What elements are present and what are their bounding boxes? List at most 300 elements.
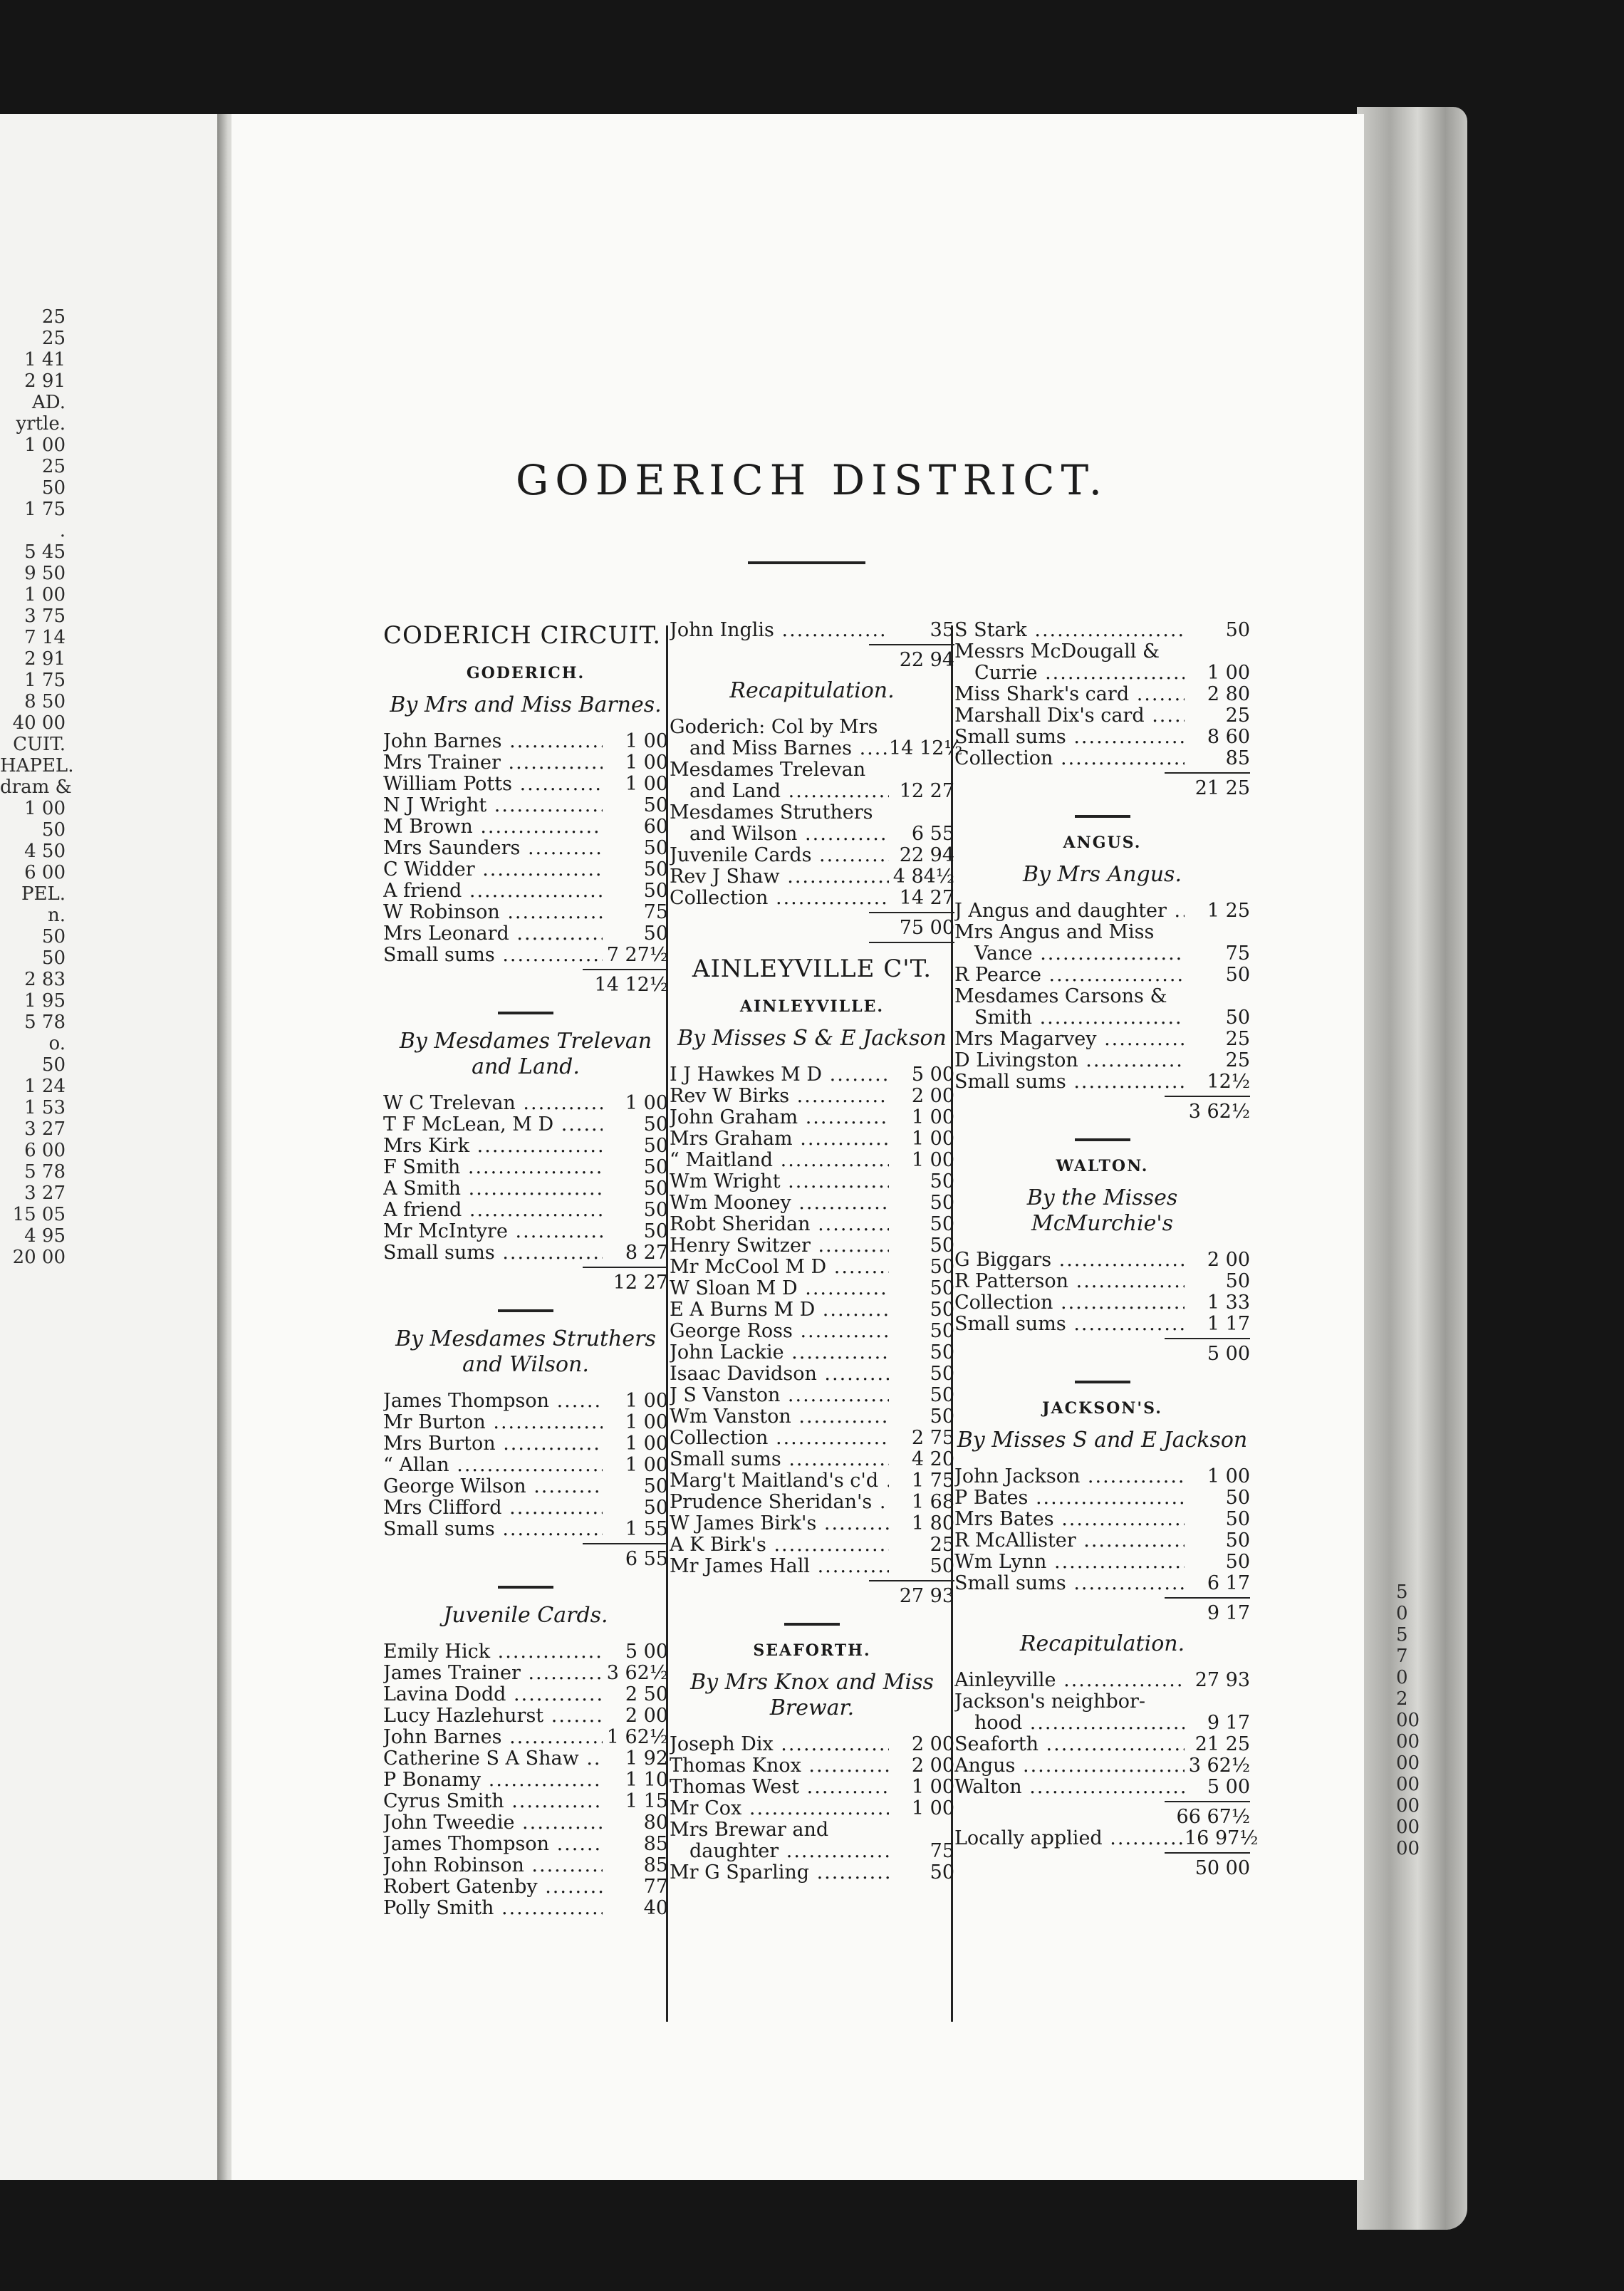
entry-name: Joseph Dix ..... (670, 1734, 889, 1755)
list-item (383, 774, 668, 795)
edge-text: 20 00 (12, 1247, 66, 1268)
entry-name: Goderich: Col by Mrs (670, 717, 878, 738)
entry-amount: 50 (643, 858, 668, 880)
recap-heading: Recapitulation. (729, 678, 895, 703)
collector-heading: Juvenile Cards. (443, 1603, 608, 1628)
list-item (383, 1876, 668, 1898)
list-item (954, 1029, 1250, 1050)
total-rule (583, 1267, 668, 1268)
list-item (670, 620, 954, 641)
total-row (954, 1603, 1250, 1624)
entry-name: Mrs Burton ..... (383, 1433, 603, 1455)
total-row (954, 1858, 1250, 1879)
entry-name: John Inglis ..... (670, 620, 889, 641)
entry-name: Small sums ..... (670, 1449, 889, 1470)
total-amount: 6 55 (625, 1548, 668, 1570)
edge-text: 0 (1396, 1667, 1408, 1688)
list-item (670, 1385, 954, 1406)
entry-amount: 1 00 (911, 1797, 954, 1819)
entry-amount: 1 00 (911, 1128, 954, 1150)
entry-amount: 35 (930, 619, 954, 641)
entry-name: Ainleyville ..... (954, 1670, 1185, 1691)
list-item (670, 1235, 954, 1257)
list-item (670, 1299, 954, 1321)
list-item (383, 1476, 668, 1497)
left-page-fragment (0, 114, 224, 2180)
list-item (383, 1855, 668, 1876)
right-edge-column (1396, 1581, 1432, 1859)
entry-name: Mrs Saunders ..... (383, 838, 603, 859)
entry-amount: 77 (643, 1876, 668, 1898)
entry-name: Mrs Graham ..... (670, 1128, 889, 1150)
entry-amount: 50 (930, 1341, 954, 1363)
list-item (383, 1705, 668, 1727)
entry-amount: 7 27½ (606, 944, 668, 966)
list-item (383, 1221, 668, 1242)
entry-amount: 4 20 (911, 1448, 954, 1470)
total-amount: 14 12½ (594, 974, 668, 996)
entry-name: Marshall Dix's card ..... (954, 705, 1185, 727)
entry-name: Mr McIntyre ..... (383, 1221, 603, 1242)
edge-text: 4 95 (24, 1225, 66, 1247)
list-item (670, 1449, 954, 1470)
edge-text: 1 95 (24, 990, 66, 1012)
entry-amount: 1 00 (625, 1411, 668, 1433)
entry-name: Jackson's neighbor- (954, 1691, 1146, 1713)
entry-amount: 1 00 (1207, 662, 1250, 684)
total-rule (1165, 772, 1250, 774)
entry-name: W C Trelevan ..... (383, 1093, 603, 1114)
total-rule (1165, 1597, 1250, 1599)
total-amount: 66 67½ (1176, 1806, 1250, 1828)
entry-name: Mrs Kirk ..... (383, 1136, 603, 1157)
entry-amount: 50 (930, 1363, 954, 1385)
total-rule (869, 912, 954, 913)
edge-text: PEL. (21, 883, 66, 905)
list-item (670, 1150, 954, 1171)
entry-amount: 2 00 (911, 1085, 954, 1107)
entry-amount: 50 (643, 923, 668, 945)
entry-amount: 50 (643, 1113, 668, 1136)
entry-amount: 1 55 (625, 1518, 668, 1540)
entry-name: John Robinson ..... (383, 1855, 603, 1876)
entry-name: W Sloan M D ..... (670, 1278, 889, 1299)
total-amount: 5 00 (1207, 1343, 1250, 1365)
entry-name: J Angus and daughter ..... (954, 900, 1185, 922)
entry-name: Collection ..... (954, 1292, 1185, 1314)
entry-amount: 75 (930, 1840, 954, 1862)
list-item (954, 748, 1250, 769)
entry-amount: 1 92 (625, 1747, 668, 1770)
entry-amount: 2 50 (625, 1683, 668, 1705)
list-item (670, 1406, 954, 1428)
edge-text: 6 00 (24, 862, 66, 883)
entry-name: George Wilson ..... (383, 1476, 603, 1497)
entry-name: and Land ..... (670, 781, 889, 802)
edge-text: CUIT. (13, 734, 66, 755)
list-item (670, 1278, 954, 1299)
entry-amount: 1 15 (625, 1790, 668, 1812)
place-heading: JACKSON'S. (1042, 1399, 1162, 1418)
entry-amount: 50 (643, 1199, 668, 1221)
total-rule (869, 644, 954, 645)
entry-amount: 2 00 (911, 1755, 954, 1777)
place-heading: GODERICH. (466, 664, 585, 682)
list-item (954, 663, 1250, 684)
list-item (383, 1663, 668, 1684)
entry-name: Small sums ..... (383, 945, 603, 966)
place-heading: AINLEYVILLE. (739, 997, 885, 1016)
list-item (383, 1200, 668, 1221)
entry-amount: 1 00 (625, 752, 668, 774)
list-item (383, 1727, 668, 1748)
list-item (383, 1433, 668, 1455)
collector-heading: By Mesdames Trelevan and Land. (399, 1029, 652, 1079)
entry-amount: 9 17 (1207, 1712, 1250, 1734)
list-item (670, 1171, 954, 1193)
total-rule (1165, 1338, 1250, 1339)
edge-text: 3 27 (24, 1183, 66, 1204)
entry-name: Messrs McDougall & (954, 641, 1160, 663)
entry-amount: 1 17 (1207, 1313, 1250, 1335)
list-item (383, 838, 668, 859)
entry-amount: 50 (1225, 1529, 1250, 1552)
total-rule (1165, 1852, 1250, 1854)
entry-amount: 14 12½ (889, 737, 963, 759)
list-item (954, 943, 1250, 965)
entry-name: Polly Smith ..... (383, 1898, 603, 1919)
entry-name: and Miss Barnes ..... (670, 738, 889, 759)
list-item (954, 1007, 1250, 1029)
entry-amount: 1 00 (1207, 1465, 1250, 1487)
total-rule (1165, 1801, 1250, 1802)
list-item (670, 737, 963, 759)
entry-name: A K Birk's ..... (670, 1534, 889, 1556)
circuit-heading: AINLEYVILLE C'T. (692, 955, 932, 983)
entry-amount: 5 00 (625, 1641, 668, 1663)
entry-name: Locally applied ..... (954, 1828, 1185, 1849)
entry-name: Mesdames Carsons & (954, 986, 1167, 1007)
entry-name: John Tweedie ..... (383, 1812, 603, 1834)
list-item (383, 1242, 668, 1264)
entry-amount: 25 (1225, 1049, 1250, 1071)
entry-amount: 40 (643, 1897, 668, 1919)
entry-name: Catherine S A Shaw ..... (383, 1748, 603, 1770)
entry-name: John Barnes ..... (383, 731, 603, 752)
list-item (670, 1777, 954, 1798)
edge-text: 00 (1396, 1795, 1420, 1817)
edge-text: 00 (1396, 1774, 1420, 1795)
total-rule (1165, 1096, 1250, 1097)
section-rule (1075, 1381, 1130, 1383)
entry-name: S Stark ..... (954, 620, 1185, 641)
entry-name: Mrs Leonard ..... (383, 923, 603, 945)
section-rule (1075, 1138, 1130, 1141)
total-rule (869, 1580, 954, 1581)
total-amount: 22 94 (899, 649, 954, 671)
list-item (670, 1534, 954, 1556)
entry-amount: 50 (643, 1497, 668, 1519)
entry-name: George Ross ..... (670, 1321, 889, 1342)
entry-amount: 1 00 (911, 1776, 954, 1798)
column-three (954, 619, 1259, 1879)
edge-text: o. (48, 1033, 66, 1054)
entry-name: Mrs Angus and Miss (954, 922, 1155, 943)
list-item (670, 1556, 954, 1577)
entry-name: Rev J Shaw ..... (670, 866, 889, 888)
entry-amount: 25 (930, 1534, 954, 1556)
list-item (383, 1178, 668, 1200)
entry-name: N J Wright ..... (383, 795, 603, 816)
list-item (954, 727, 1250, 748)
entry-name: Thomas West ..... (670, 1777, 889, 1798)
edge-text: 00 (1396, 1752, 1420, 1774)
entry-name: Rev W Birks ..... (670, 1086, 889, 1107)
entry-amount: 2 80 (1207, 683, 1250, 705)
total-row (383, 1549, 668, 1570)
entry-name: R Patterson ..... (954, 1271, 1185, 1292)
list-item (954, 1552, 1250, 1573)
edge-text: 00 (1396, 1817, 1420, 1838)
edge-text: 00 (1396, 1838, 1420, 1859)
list-item (954, 1509, 1250, 1530)
list-item (383, 1748, 668, 1770)
list-item (670, 1342, 954, 1363)
entry-amount: 21 25 (1194, 1733, 1250, 1755)
list-item (670, 1107, 954, 1128)
list-item (670, 824, 954, 845)
edge-text: 50 (41, 1054, 66, 1076)
entry-amount: 50 (643, 794, 668, 816)
entry-name: Mrs Brewar and (670, 1819, 829, 1841)
entry-name: Wm Vanston ..... (670, 1406, 889, 1428)
list-item (954, 1050, 1250, 1071)
entry-name: Small sums ..... (383, 1519, 603, 1540)
entry-amount: 3 62½ (1188, 1755, 1250, 1777)
entry-amount: 50 (930, 1192, 954, 1214)
entry-name: John Lackie ..... (670, 1342, 889, 1363)
entry-amount: 1 00 (625, 773, 668, 795)
entry-name: Mesdames Trelevan (670, 759, 866, 781)
entry-amount: 50 (930, 1213, 954, 1235)
entry-amount: 2 00 (911, 1733, 954, 1755)
entry-name: Mr McCool M D ..... (670, 1257, 889, 1278)
list-item (670, 866, 954, 888)
entry-name: Mr G Sparling ..... (670, 1862, 889, 1884)
entry-name: James Thompson ..... (383, 1834, 603, 1855)
list-item (670, 1128, 954, 1150)
entry-amount: 50 (930, 1861, 954, 1884)
entry-name: Small sums ..... (954, 727, 1185, 748)
collector-heading: By the Misses McMurchie's (1026, 1185, 1178, 1236)
entry-name: Thomas Knox ..... (670, 1755, 889, 1777)
entry-amount: 5 00 (911, 1064, 954, 1086)
entry-amount: 1 00 (625, 1390, 668, 1412)
list-item (383, 1834, 668, 1855)
entry-amount: 1 33 (1207, 1292, 1250, 1314)
list-item (954, 641, 1250, 663)
entry-name: hood ..... (954, 1713, 1185, 1734)
entry-name: Mrs Magarvey ..... (954, 1029, 1185, 1050)
entry-amount: 50 (643, 837, 668, 859)
entry-amount: 80 (643, 1812, 668, 1834)
edge-text: 7 (1396, 1646, 1408, 1667)
column-one (383, 620, 668, 1919)
list-item (954, 1250, 1250, 1271)
list-item (383, 1391, 668, 1412)
list-item (670, 1841, 954, 1862)
list-item (954, 1487, 1250, 1509)
list-item (383, 1641, 668, 1663)
edge-text: 2 91 (24, 648, 66, 670)
edge-text: 50 (41, 926, 66, 947)
entry-amount: 50 (1225, 1270, 1250, 1292)
list-item (670, 1862, 954, 1884)
list-item (383, 880, 668, 902)
collector-heading: By Mrs Knox and Miss Brewar. (690, 1670, 934, 1720)
list-item (383, 752, 668, 774)
edge-text: 25 (41, 456, 66, 477)
list-item (954, 1271, 1250, 1292)
entry-amount: 50 (1225, 1508, 1250, 1530)
entry-name: Wm Wright ..... (670, 1171, 889, 1193)
total-row (954, 1101, 1250, 1123)
entry-name: Mrs Bates ..... (954, 1509, 1185, 1530)
entry-name: William Potts ..... (383, 774, 603, 795)
list-item (670, 1086, 954, 1107)
entry-name: Angus ..... (954, 1755, 1185, 1777)
edge-text: 5 (1396, 1581, 1408, 1603)
entry-amount: 12½ (1207, 1071, 1250, 1093)
entry-name: Cyrus Smith ..... (383, 1791, 603, 1812)
entry-amount: 4 84½ (892, 866, 954, 888)
list-item (670, 717, 954, 738)
total-amount: 50 00 (1194, 1857, 1250, 1879)
entry-name: Lucy Hazlehurst ..... (383, 1705, 603, 1727)
entry-amount: 5 00 (1207, 1776, 1250, 1798)
entry-amount: 50 (1225, 619, 1250, 641)
entry-amount: 2 75 (911, 1427, 954, 1449)
entry-amount: 50 (930, 1170, 954, 1193)
entry-name: A friend ..... (383, 880, 603, 902)
entry-name: R McAllister ..... (954, 1530, 1185, 1552)
list-item (670, 1064, 954, 1086)
entry-name: A Smith ..... (383, 1178, 603, 1200)
edge-text: 7 14 (24, 627, 66, 648)
edge-text: 1 00 (24, 435, 66, 456)
edge-text: 2 91 (24, 370, 66, 392)
list-item (670, 802, 954, 824)
entry-amount: 1 75 (911, 1470, 954, 1492)
entry-name: A friend ..... (383, 1200, 603, 1221)
list-item (383, 902, 668, 923)
list-item (954, 965, 1250, 986)
recap-heading: Recapitulation. (1019, 1631, 1185, 1656)
edge-text: 1 24 (24, 1076, 66, 1097)
place-heading: WALTON. (1056, 1157, 1149, 1175)
section-rule (869, 942, 954, 943)
edge-text: HAPEL. (0, 755, 74, 776)
entry-amount: 8 27 (625, 1242, 668, 1264)
collector-heading: By Mrs and Miss Barnes. (390, 692, 662, 717)
edge-text: 50 (41, 477, 66, 499)
entry-name: Small sums ..... (954, 1573, 1185, 1594)
collector-heading: By Mesdames Struthers and Wilson. (395, 1326, 656, 1377)
page-title: GODERICH DISTRICT. (515, 456, 1109, 504)
list-item (383, 1455, 668, 1476)
section-rule (784, 1623, 840, 1626)
entry-name: Wm Lynn ..... (954, 1552, 1185, 1573)
list-item (670, 1214, 954, 1235)
entry-amount: 50 (1225, 1487, 1250, 1509)
entry-amount: 50 (1225, 1551, 1250, 1573)
list-item (670, 1470, 954, 1492)
entry-name: John Jackson ..... (954, 1466, 1185, 1487)
entry-name: Marg't Maitland's c'd ..... (670, 1470, 889, 1492)
entry-name: J S Vanston ..... (670, 1385, 889, 1406)
list-item (670, 781, 954, 802)
entry-name: Mr Cox ..... (670, 1798, 889, 1819)
entry-name: R Pearce ..... (954, 965, 1185, 986)
entry-name: Mesdames Struthers (670, 802, 873, 824)
list-item (383, 859, 668, 880)
entry-amount: 27 93 (1194, 1669, 1250, 1691)
edge-text: 5 78 (24, 1161, 66, 1183)
total-amount: 3 62½ (1188, 1101, 1250, 1123)
entry-name: D Livingston ..... (954, 1050, 1185, 1071)
list-item (383, 1157, 668, 1178)
list-item (670, 1193, 954, 1214)
entry-name: James Thompson ..... (383, 1391, 603, 1412)
entry-name: I J Hawkes M D ..... (670, 1064, 889, 1086)
title-rule (748, 561, 865, 564)
entry-name: Collection ..... (670, 888, 889, 909)
entry-amount: 50 (930, 1299, 954, 1321)
edge-text: 1 00 (24, 798, 66, 819)
section-rule (498, 1012, 553, 1014)
entry-amount: 1 00 (911, 1106, 954, 1128)
list-item (954, 1713, 1250, 1734)
list-item (670, 1798, 954, 1819)
list-item (954, 1573, 1250, 1594)
entry-amount: 50 (643, 1220, 668, 1242)
list-item (670, 1755, 954, 1777)
entry-amount: 50 (1225, 964, 1250, 986)
entry-name: E A Burns M D ..... (670, 1299, 889, 1321)
entry-name: Robert Gatenby ..... (383, 1876, 603, 1898)
entry-amount: 1 00 (625, 1454, 668, 1476)
list-item (383, 1898, 668, 1919)
section-rule (1075, 815, 1130, 818)
list-item (954, 922, 1250, 943)
total-amount: 12 27 (613, 1272, 668, 1294)
left-page-column (0, 306, 74, 1268)
collector-heading: By Mrs Angus. (1023, 862, 1182, 887)
list-item (383, 731, 668, 752)
entry-name: daughter ..... (670, 1841, 889, 1862)
entry-amount: 2 00 (1207, 1249, 1250, 1271)
entry-amount: 50 (930, 1235, 954, 1257)
entry-amount: 85 (643, 1833, 668, 1855)
entry-name: Collection ..... (670, 1428, 889, 1449)
entry-amount: 1 25 (1207, 900, 1250, 922)
edge-text: n. (47, 905, 66, 926)
entry-name: Wm Mooney ..... (670, 1193, 889, 1214)
total-row (383, 975, 668, 996)
entry-amount: 50 (643, 1135, 668, 1157)
edge-text: 2 83 (24, 969, 66, 990)
list-item (383, 795, 668, 816)
